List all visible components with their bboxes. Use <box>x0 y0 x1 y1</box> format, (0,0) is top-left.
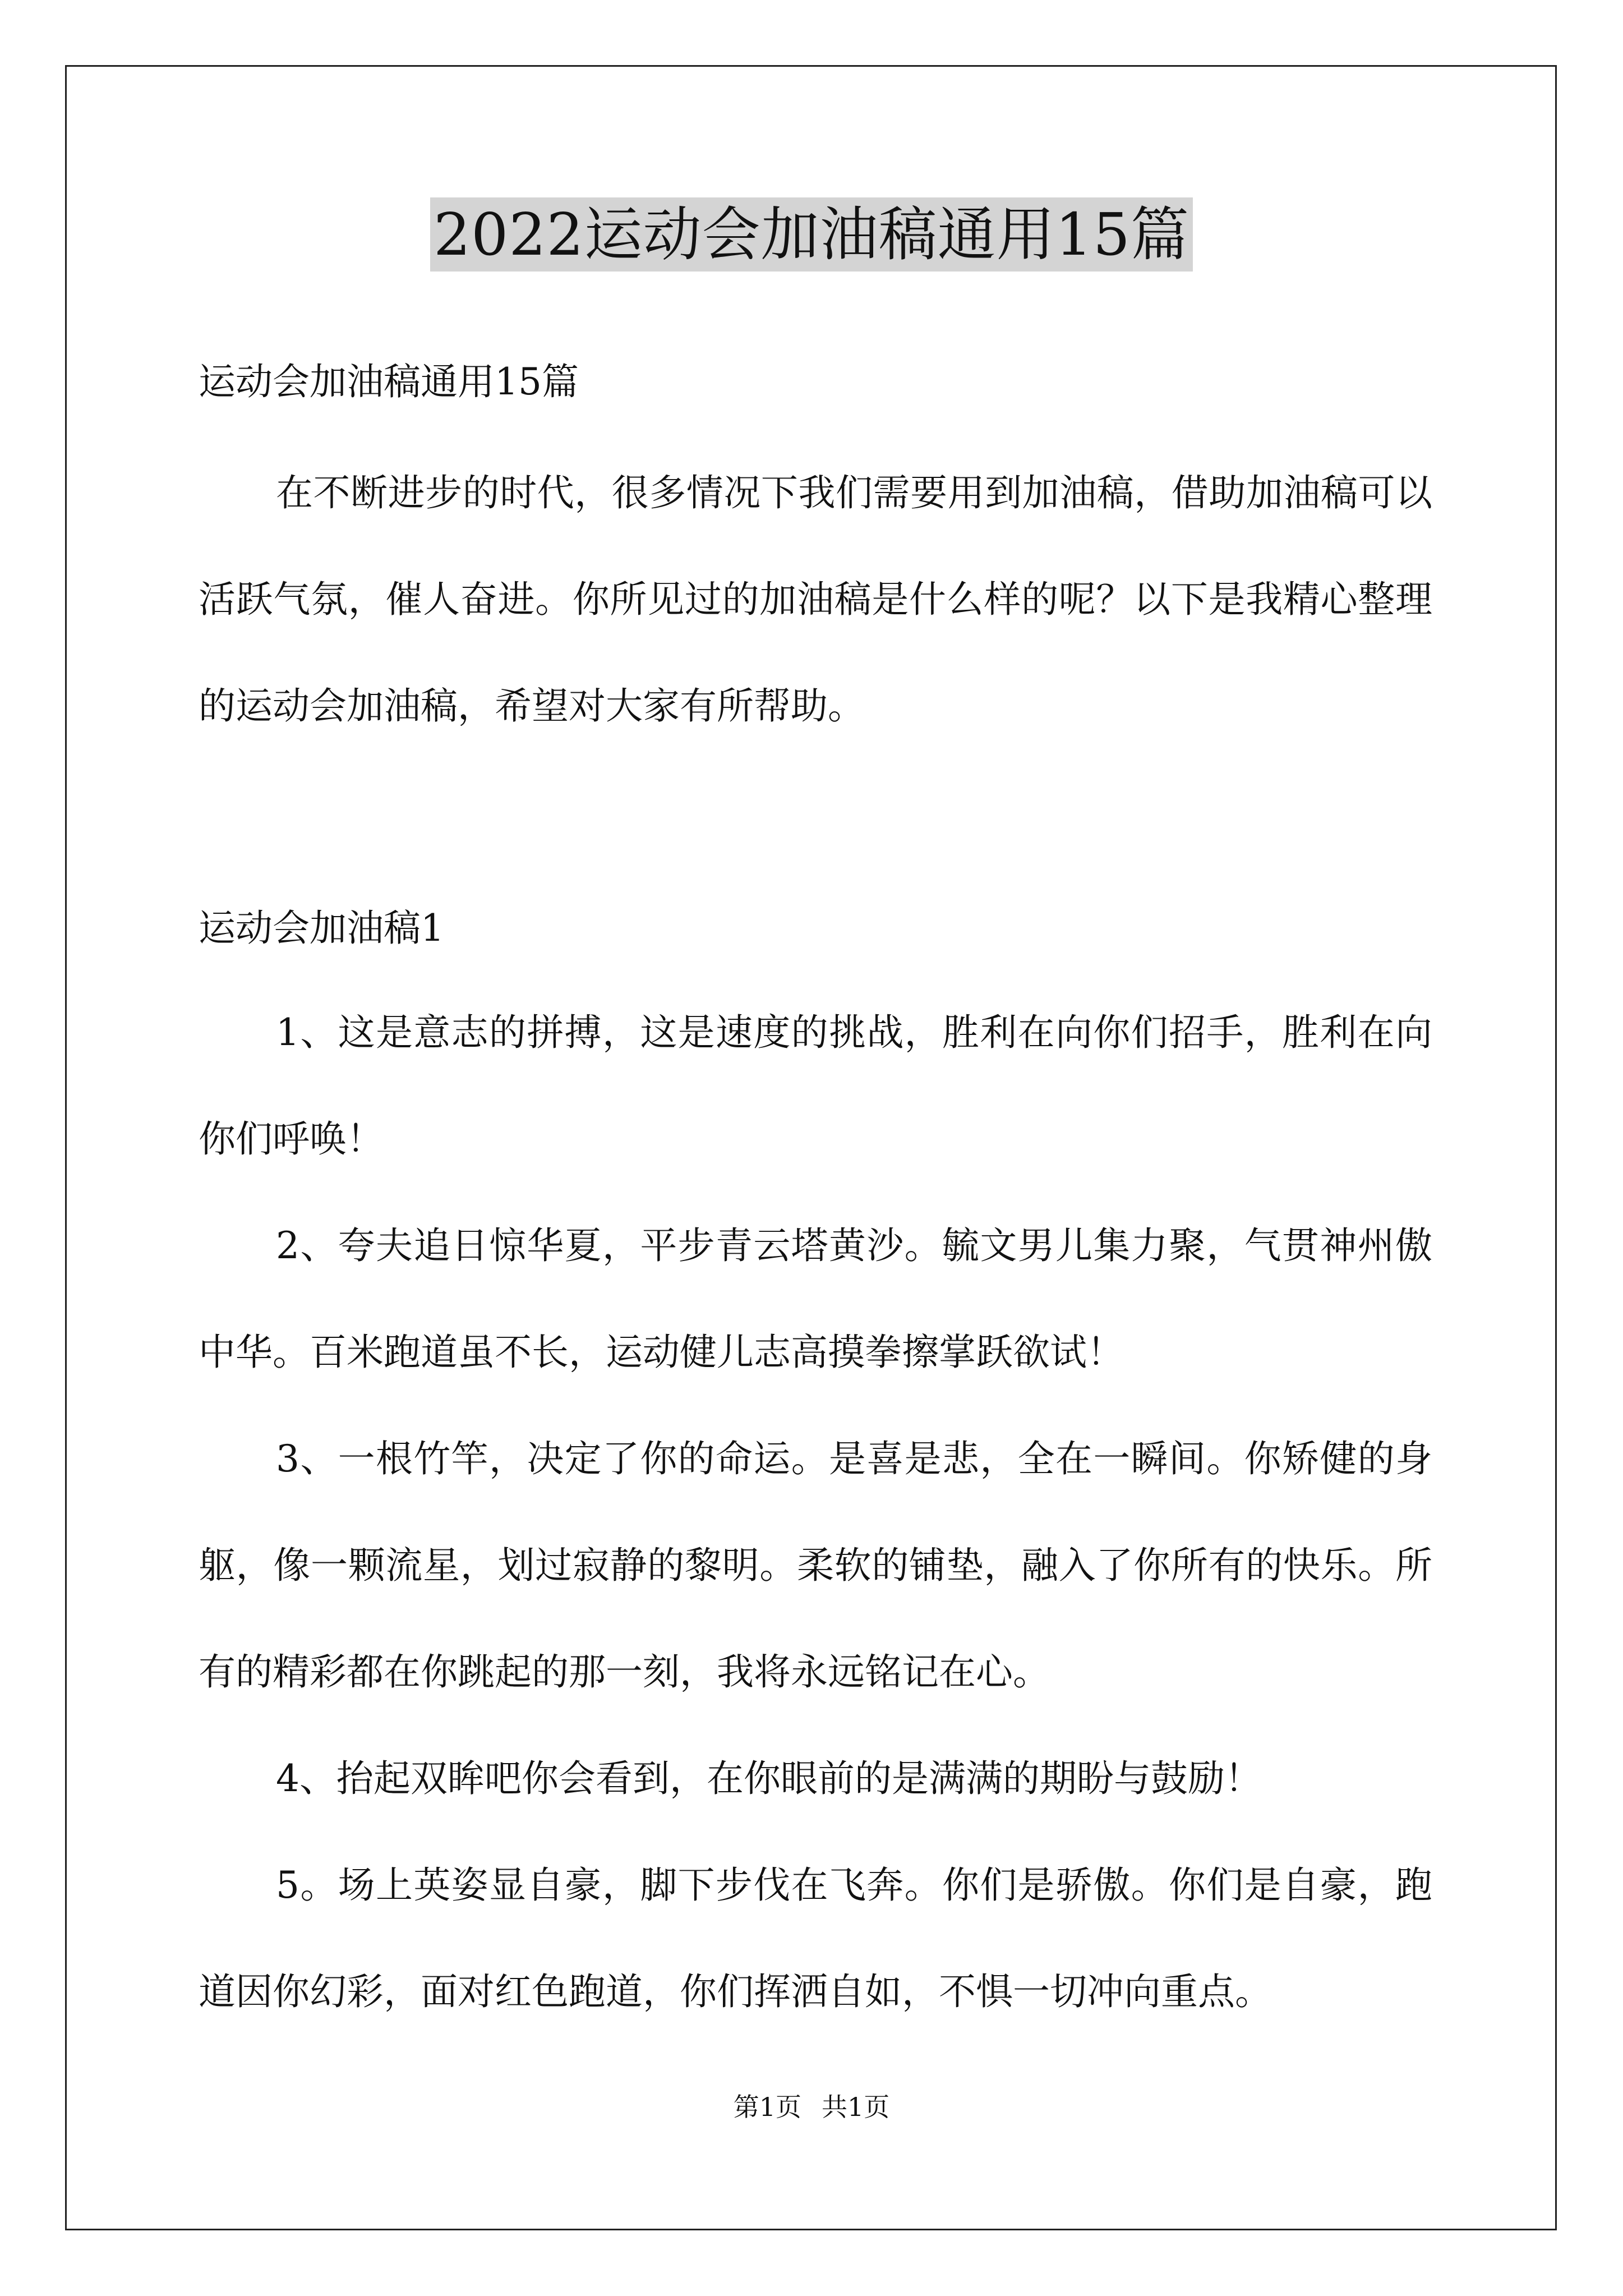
list-item: 3、一根竹竿，决定了你的命运。是喜是悲，全在一瞬间。你矫健的身躯，像一颗流星，划过寂静的黎明。柔软的铺垫，融入了你所有的快乐。所有的精彩都在你跳起的那一刻，我将永远铭记在心。 <box>199 1437 1432 1694</box>
page-number: 第1页 <box>733 2092 801 2122</box>
document-title: 2022运动会加油稿通用15篇 <box>430 197 1193 272</box>
title-container <box>0 197 1623 272</box>
list-item: 4、抬起双眸吧你会看到，在你眼前的是满满的期盼与鼓励！ <box>276 1757 1262 1800</box>
page-total: 共1页 <box>822 2092 890 2122</box>
list-item: 5。场上英姿显自豪，脚下步伐在飞奔。你们是骄傲。你们是自豪，跑道因你幻彩，面对红色跑道，你们挥洒自如，不惧一切冲向重点。 <box>199 1864 1432 2013</box>
page-footer <box>0 2090 1623 2124</box>
list-item: 2、夸夫追日惊华夏，平步青云塔黄沙。毓文男儿集力聚，气贯神州傲中华。百米跑道虽不长，运动健儿志高摸拳擦掌跃欲试！ <box>199 1224 1432 1374</box>
list-item: 1、这是意志的拼搏，这是速度的挑战，胜利在向你们招手，胜利在向你们呼唤！ <box>199 1011 1432 1161</box>
document-subtitle: 运动会加油稿通用15篇 <box>199 360 579 403</box>
section-heading: 运动会加油稿1 <box>199 907 444 950</box>
document-body <box>199 303 1432 2045</box>
intro-paragraph: 在不断进步的时代，很多情况下我们需要用到加油稿，借助加油稿可以活跃气氛，催人奋进。你所见过的加油稿是什么样的呢？以下是我精心整理的运动会加油稿，希望对大家有所帮助。 <box>199 471 1432 728</box>
